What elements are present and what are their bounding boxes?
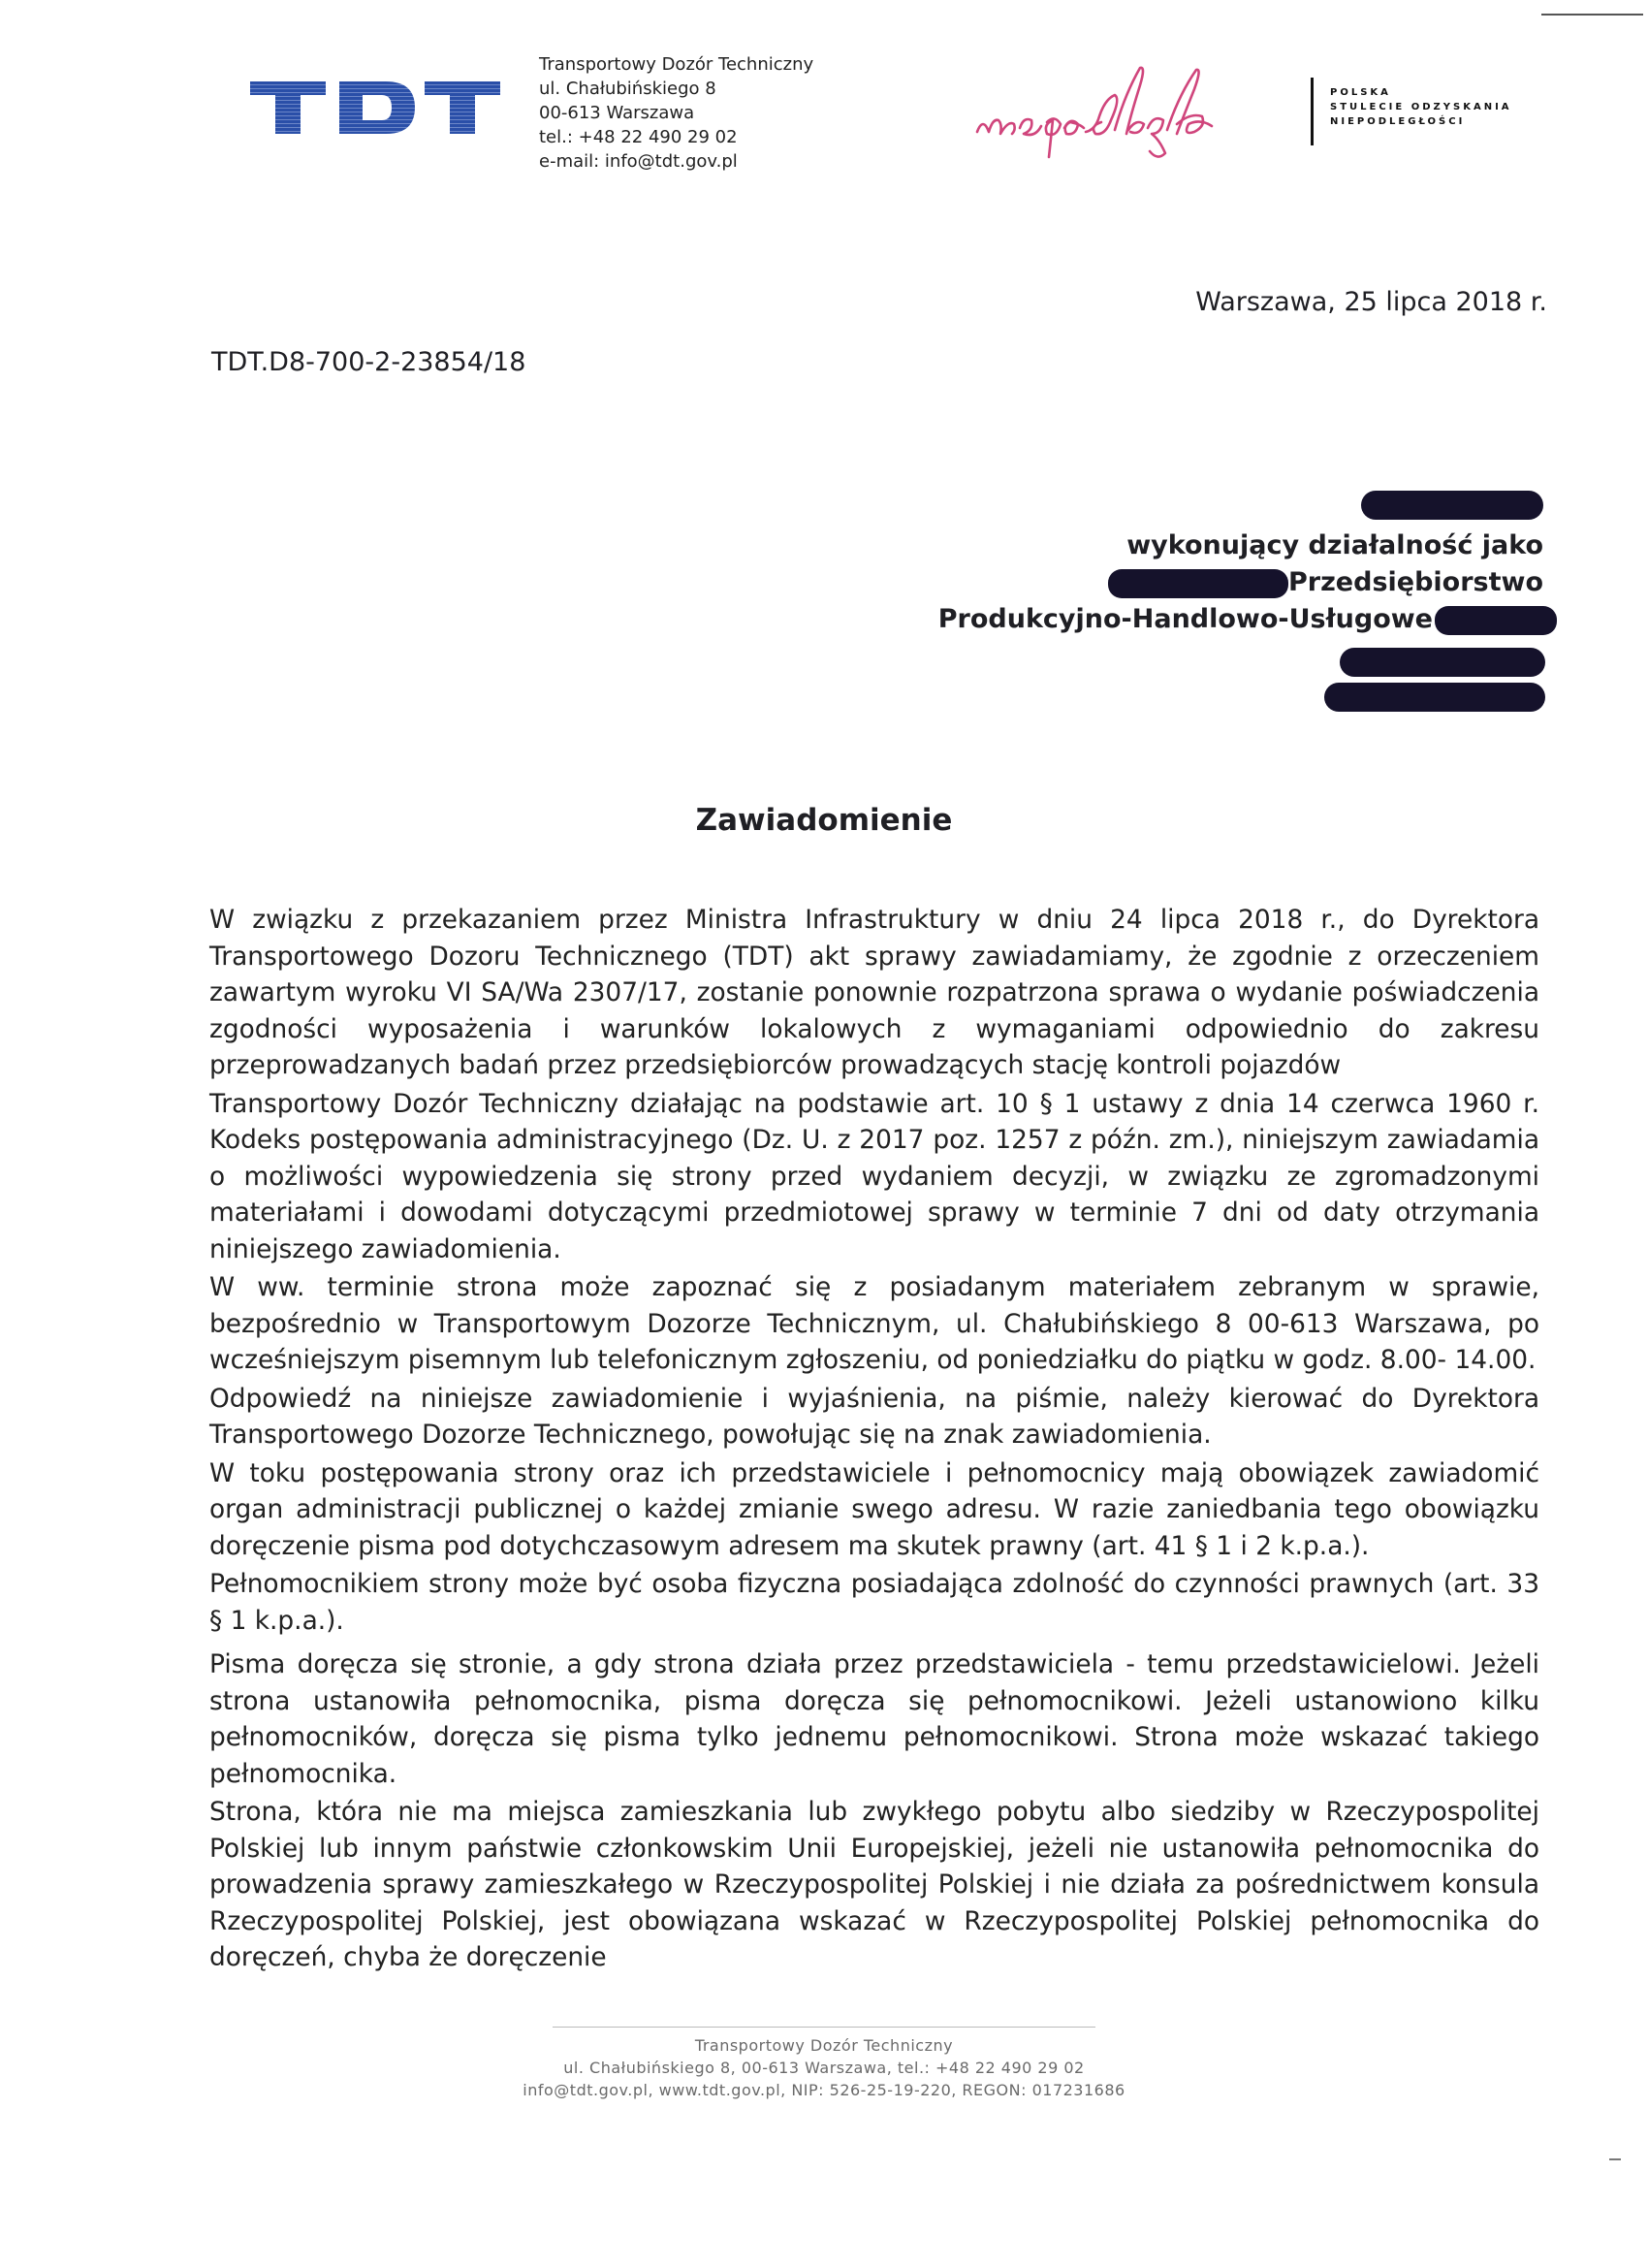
paragraph-6: Pełnomocnikiem strony może być osoba fizyczna posiadająca zdolność do czynności prawnych (art. 33 § 1 k.p.a.). [209,1569,1539,1636]
document-title: Zawiadomienie [695,803,953,838]
letter-body [209,902,1539,1976]
centennial-line-2: STULECIE ODZYSKANIA [1330,102,1512,112]
footer-line-3: info@tdt.gov.pl, www.tdt.gov.pl, NIP: 526-25-19-220, REGON: 017231686 [523,2081,1125,2099]
case-reference: TDT.D8-700-2-23854/18 [211,347,526,377]
tdt-logo [250,78,502,138]
paragraph-5: W toku postępowania strony oraz ich przedstawiciele i pełnomocnicy mają obowiązek zawiadomić organ administracji publicznej o każdej zmianie swego adresu. W razie zaniedbania tego obowiązku doręczenie pisma pod dotychczasowym adresem ma skutek prawny (art. 41 § 1 i 2 k.p.a.). [209,1457,1539,1561]
paragraph-4: Odpowiedź na niniejsze zawiadomienie i wyjaśnienia, na piśmie, należy kierować do Dyrektora Transportowego Dozorze Technicznego, powołując się na znak zawiadomienia. [209,1383,1539,1450]
recipient-line-3-text: Produkcyjno-Handlowo-Usługowe [937,604,1433,634]
redaction-company-prefix [1108,569,1288,598]
sender-phone: tel.: +48 22 490 29 02 [539,127,738,147]
scan-mark [1609,2158,1621,2160]
sender-street: ul. Chałubińskiego 8 [539,79,716,99]
paragraph-3: W ww. terminie strona może zapoznać się z posiadanym materiałem zebranym w sprawie, bezpośrednio w Transportowym Dozorze Technicznym, ul. Chałubińskiego 8 00-613 Warszawa, po wcześniejszym pisemnym lub telefonicznym zgłoszeniu, od poniedziałku do piątku w godz. 8.00- 14.00. [209,1272,1539,1375]
niepodlegla-script-logo [969,56,1289,163]
recipient-line-3 [938,601,1557,638]
recipient-block [938,527,1543,638]
recipient-line-2-text: Przedsiębiorstwo [1287,567,1543,597]
sender-name: Transportowy Dozór Techniczny [539,54,814,75]
centennial-line-3: NIEPODLEGŁOŚCI [1330,116,1466,127]
top-edge-rule [1541,14,1643,16]
sender-email: e-mail: info@tdt.gov.pl [539,151,738,172]
redaction-city [1324,683,1545,712]
sender-address [539,52,813,174]
recipient-line-1: wykonujący działalność jako [1126,530,1543,560]
paragraph-1: W związku z przekazaniem przez Ministra Infrastruktury w dniu 24 lipca 2018 r., do Dyrektora Transportowego Dozoru Technicznego (TDT) akt sprawy zawiadamiamy, że zgodnie z orzeczeniem zawartym wyroku VI SA/Wa 2307/17, zostanie ponownie rozpatrzona sprawa o wydanie poświadczenia zgodności wyposażenia i warunków lokalowych z wymaganiami odpowiednio do zakresu przeprowadzanych badań przez przedsiębiorców prowadzących stację kontroli pojazdów [209,905,1539,1080]
paragraph-2: Transportowy Dozór Techniczny działając na podstawie art. 10 § 1 ustawy z dnia 14 czerwca 1960 r. Kodeks postępowania administracyjnego (Dz. U. z 2017 poz. 1257 z późn. zm.), niniejszym zawiadamia o możliwości wypowiedzenia się strony przed wydaniem decyzji, w związku ze zgromadzonymi materiałami i dowodami dotyczącymi przedmiotowej sprawy w terminie 7 dni od daty otrzymania niniejszego zawiadomienia. [209,1088,1539,1264]
paragraph-7: Pisma doręcza się stronie, a gdy strona działa przez przedstawiciela - temu przedstawicielowi. Jeżeli strona ustanowiła pełnomocnika, pisma doręcza się pełnomocnikowi. Jeżeli ustanowiono kilku pełnomocników, doręcza się pisma tylko jednemu pełnomocnikowi. Strona może wskazać takiego pełnomocnika. [209,1649,1539,1789]
footer-line-2: ul. Chałubińskiego 8, 00-613 Warszawa, tel.: +48 22 490 29 02 [563,2059,1085,2077]
centennial-separator [1311,78,1314,145]
letter-date: Warszawa, 25 lipca 2018 r. [1195,287,1547,317]
redaction-name [1361,491,1543,520]
footer-line-1: Transportowy Dozór Techniczny [694,2036,954,2055]
paragraph-8: Strona, która nie ma miejsca zamieszkania lub zwykłego pobytu albo siedziby w Rzeczypospolitej Polskiej lub innym państwie członkowskim Unii Europejskiej, jeżeli nie ustanowiła pełnomocnika do prowadzenia sprawy zamieszkałego w Rzeczypospolitej Polskiej i nie działa za pośrednictwem konsula Rzeczypospolitej Polskiej, jest obowiązana wskazać w Rzeczypospolitej Polskiej pełnomocnika do doręczeń, chyba że doręczenie [209,1797,1539,1972]
sender-city: 00-613 Warszawa [539,103,695,123]
footer [0,2034,1648,2101]
redaction-street [1340,648,1545,677]
footer-rule [553,2027,1095,2028]
centennial-line-1: POLSKA [1330,87,1391,98]
redaction-company-suffix [1435,606,1557,635]
centennial-caption [1330,85,1512,129]
recipient-line-2 [938,564,1543,601]
